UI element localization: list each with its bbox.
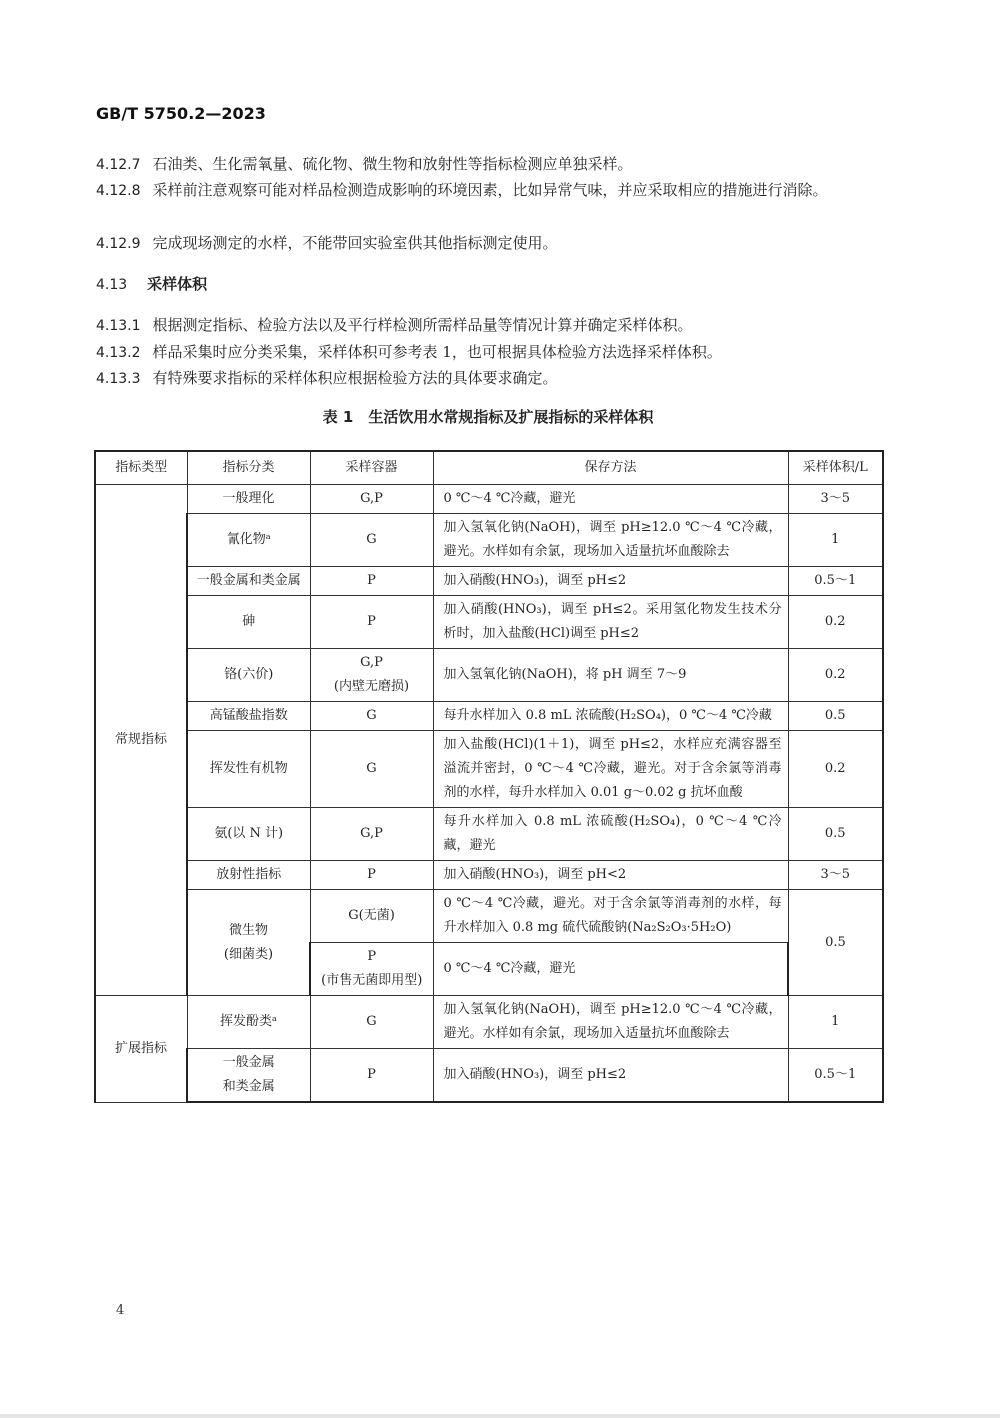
category-cell: 放射性指标 bbox=[187, 861, 310, 890]
method-cell: 加入硝酸(HNO₃)，调至 pH≤2 bbox=[433, 1049, 788, 1103]
category-cell: 一般金属和类金属 bbox=[187, 567, 310, 596]
category-cell: 一般理化 bbox=[187, 485, 310, 514]
clause-number: 4.12.9 bbox=[96, 236, 141, 252]
table-row bbox=[95, 996, 883, 1049]
clause-text: 采样前注意观察可能对样品检测造成影响的环境因素，比如异常气味，并应采取相应的措施进行消除。 bbox=[152, 181, 828, 199]
method-cell: 加入氢氧化钠(NaOH)，调至 pH≥12.0 ℃～4 ℃冷藏，避光。水样如有余氯，现场加入适量抗坏血酸除去 bbox=[433, 514, 788, 567]
table-row bbox=[95, 514, 883, 567]
clause-number: 4.12.7 bbox=[96, 157, 141, 173]
container-cell bbox=[310, 649, 433, 702]
volume-cell: 1 bbox=[788, 996, 883, 1049]
volume-cell: 3～5 bbox=[788, 861, 883, 890]
section-title: 采样体积 bbox=[147, 275, 208, 293]
paragraph-4-13-2 bbox=[96, 340, 882, 366]
method-cell: 加入硝酸(HNO₃)，调至 pH≤2 bbox=[433, 567, 788, 596]
table-row bbox=[95, 731, 883, 808]
section-number: 4.13 bbox=[96, 277, 128, 293]
header-cell: 采样体积/L bbox=[788, 451, 883, 485]
standard-code-header: GB/T 5750.2—2023 bbox=[96, 104, 266, 123]
header-cell: 指标分类 bbox=[187, 451, 310, 485]
container-cell: G bbox=[310, 702, 433, 731]
method-cell: 每升水样加入 0.8 mL 浓硫酸(H₂SO₄)，0 ℃～4 ℃冷藏，避光 bbox=[433, 808, 788, 861]
clause-text: 根据测定指标、检验方法以及平行样检测所需样品量等情况计算并确定采样体积。 bbox=[152, 316, 693, 334]
method-cell: 加入硝酸(HNO₃)，调至 pH≤2。采用氢化物发生技术分析时，加入盐酸(HCl)调至 pH≤2 bbox=[433, 596, 788, 649]
container-line: P bbox=[367, 949, 377, 964]
container-cell: G,P bbox=[310, 808, 433, 861]
category-line: 和类金属 bbox=[222, 1079, 275, 1094]
container-cell: P bbox=[310, 596, 433, 649]
clause-text: 完成现场测定的水样，不能带回实验室供其他指标测定使用。 bbox=[152, 234, 558, 252]
paragraph-4-12-7 bbox=[96, 152, 882, 178]
category-note: (细菌类) bbox=[223, 946, 274, 962]
table-row bbox=[95, 485, 883, 514]
table-header-row bbox=[95, 451, 883, 485]
volume-cell: 0.2 bbox=[788, 731, 883, 808]
method-cell: 0 ℃～4 ℃冷藏，避光 bbox=[433, 485, 788, 514]
group-cell-extended: 扩展指标 bbox=[95, 996, 187, 1103]
page-number: 4 bbox=[116, 1303, 125, 1318]
paragraph-4-13-3 bbox=[96, 366, 882, 392]
category-cell: 砷 bbox=[187, 596, 310, 649]
group-cell-regular: 常规指标 bbox=[95, 485, 187, 996]
container-cell: P bbox=[310, 567, 433, 596]
clause-text: 样品采集时应分类采集，采样体积可参考表 1，也可根据具体检验方法选择采样体积。 bbox=[152, 343, 722, 361]
table-caption: 表 1 生活饮用水常规指标及扩展指标的采样体积 bbox=[322, 408, 654, 426]
table-row bbox=[95, 861, 883, 890]
category-cell: 氰化物ᵃ bbox=[187, 514, 310, 567]
table-row bbox=[95, 567, 883, 596]
container-cell: G,P bbox=[310, 485, 433, 514]
method-cell: 0 ℃～4 ℃冷藏，避光 bbox=[433, 943, 788, 996]
table-row bbox=[95, 702, 883, 731]
clause-number: 4.12.8 bbox=[96, 183, 141, 199]
header-cell: 指标类型 bbox=[95, 451, 187, 485]
table-row bbox=[95, 649, 883, 702]
paragraph-4-12-9 bbox=[96, 231, 882, 257]
volume-cell: 0.5～1 bbox=[788, 1049, 883, 1103]
container-line: G,P bbox=[360, 655, 383, 670]
category-cell bbox=[187, 1049, 310, 1103]
volume-cell: 0.2 bbox=[788, 596, 883, 649]
volume-cell: 0.2 bbox=[788, 649, 883, 702]
header-cell: 采样容器 bbox=[310, 451, 433, 485]
page-bottom-edge bbox=[0, 1414, 1000, 1418]
table-row bbox=[95, 596, 883, 649]
table-row bbox=[95, 808, 883, 861]
method-cell: 加入盐酸(HCl)(1＋1)，调至 pH≤2，水样应充满容器至溢流并密封，0 ℃～4 ℃冷藏，避光。对于含余氯等消毒剂的水样，每升水样加入 0.01 g～0.02 g 抗坏血酸 bbox=[433, 731, 788, 808]
method-cell: 0 ℃～4 ℃冷藏，避光。对于含余氯等消毒剂的水样，每升水样加入 0.8 mg 硫代硫酸钠(Na₂S₂O₃·5H₂O) bbox=[433, 890, 788, 943]
container-note: (市售无菌即用型) bbox=[321, 973, 423, 988]
container-cell: P bbox=[310, 1049, 433, 1103]
table-row bbox=[95, 890, 883, 943]
clause-number: 4.13.3 bbox=[96, 371, 141, 387]
volume-cell: 1 bbox=[788, 514, 883, 567]
volume-cell: 3～5 bbox=[788, 485, 883, 514]
container-cell: G bbox=[310, 731, 433, 808]
section-heading-4-13 bbox=[96, 272, 882, 298]
volume-cell: 0.5 bbox=[788, 702, 883, 731]
category-cell: 挥发酚类ᵃ bbox=[187, 996, 310, 1049]
method-cell: 加入氢氧化钠(NaOH)，调至 pH≥12.0 ℃～4 ℃冷藏，避光。水样如有余氯，现场加入适量抗坏血酸除去 bbox=[433, 996, 788, 1049]
category-cell: 高锰酸盐指数 bbox=[187, 702, 310, 731]
container-note: (内壁无磨损) bbox=[333, 679, 410, 694]
category-cell: 氨(以 N 计) bbox=[187, 808, 310, 861]
category-cell: 铬(六价) bbox=[187, 649, 310, 702]
clause-text: 有特殊要求指标的采样体积应根据检验方法的具体要求确定。 bbox=[152, 369, 558, 387]
category-cell bbox=[187, 890, 310, 996]
clause-number: 4.13.1 bbox=[96, 318, 141, 334]
category-line: 一般金属 bbox=[222, 1055, 275, 1070]
category-line: 微生物 bbox=[228, 922, 268, 938]
container-cell bbox=[310, 943, 433, 996]
paragraph-4-13-1 bbox=[96, 313, 882, 339]
clause-number: 4.13.2 bbox=[96, 345, 141, 361]
category-cell: 挥发性有机物 bbox=[187, 731, 310, 808]
container-cell: G bbox=[310, 514, 433, 567]
clause-text: 石油类、生化需氧量、硫化物、微生物和放射性等指标检测应单独采样。 bbox=[152, 155, 633, 173]
sampling-volume-table bbox=[94, 450, 884, 1103]
volume-cell: 0.5 bbox=[788, 808, 883, 861]
method-cell: 每升水样加入 0.8 mL 浓硫酸(H₂SO₄)，0 ℃～4 ℃冷藏 bbox=[433, 702, 788, 731]
header-cell: 保存方法 bbox=[433, 451, 788, 485]
volume-cell: 0.5 bbox=[788, 890, 883, 996]
method-cell: 加入硝酸(HNO₃)，调至 pH<2 bbox=[433, 861, 788, 890]
volume-cell: 0.5～1 bbox=[788, 567, 883, 596]
method-cell: 加入氢氧化钠(NaOH)，将 pH 调至 7～9 bbox=[433, 649, 788, 702]
paragraph-4-12-8 bbox=[96, 178, 882, 204]
container-cell: G(无菌) bbox=[310, 890, 433, 943]
container-cell: P bbox=[310, 861, 433, 890]
container-cell: G bbox=[310, 996, 433, 1049]
table-row bbox=[95, 1049, 883, 1103]
